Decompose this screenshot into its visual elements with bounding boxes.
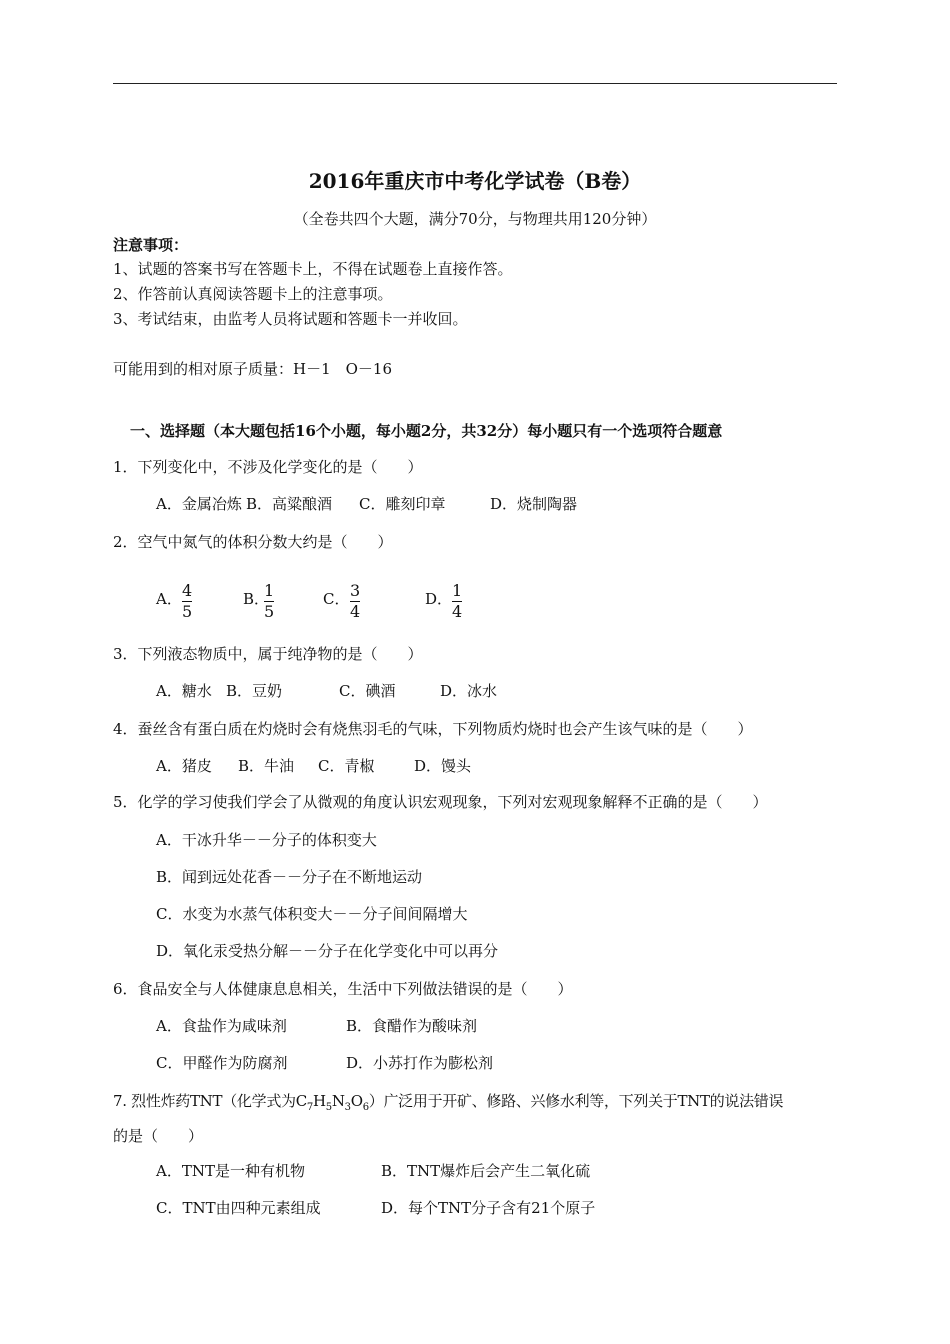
notice-item: 3、考试结束，由监考人员将试题和答题卡一并收回。	[113, 310, 468, 328]
q2-fraction-a: 4 5	[182, 581, 193, 621]
question-7-stem: 7. 烈性炸药TNT（化学式为$C_7H_5N_3O_6$）广泛用于开矿、修路、兴修水利等，下列关于TNT的说法错误	[113, 1092, 784, 1113]
q7-option-c: C．TNT由四种元素组成	[156, 1199, 321, 1217]
page-subtitle: （全卷共四个大题，满分70分，与物理共用120分钟）	[293, 210, 657, 228]
q5-option-c: C．水变为水蒸气体积变大－－分子间间隔增大	[156, 905, 468, 923]
question-7-stem-line2: 的是（ ）	[113, 1127, 204, 1145]
q5-option-a: A．干冰升华－－分子的体积变大	[156, 831, 377, 849]
q4-option-c: C．青椒	[318, 757, 375, 775]
notice-item: 2、作答前认真阅读答题卡上的注意事项。	[113, 285, 393, 303]
q2-option-a: A．	[156, 590, 182, 608]
header-rule	[113, 83, 837, 84]
question-4-stem: 4．蚕丝含有蛋白质在灼烧时会有烧焦羽毛的气味，下列物质灼烧时也会产生该气味的是（ ）	[113, 720, 753, 738]
q6-option-a: A．食盐作为咸味剂	[156, 1017, 287, 1035]
question-2-stem: 2．空气中氮气的体积分数大约是（ ）	[113, 533, 393, 551]
q1-option-c: C．雕刻印章	[359, 495, 446, 513]
section-heading: 一、选择题（本大题包括16个小题，每小题2分，共32分）每小题只有一个选项符合题意	[130, 422, 723, 440]
q3-option-b: B．豆奶	[226, 682, 283, 700]
q2-fraction-b: 1 5	[264, 581, 275, 621]
q2-option-b: B．	[243, 590, 270, 608]
q6-option-b: B．食醋作为酸味剂	[346, 1017, 478, 1035]
q6-option-c: C．甲醛作为防腐剂	[156, 1054, 288, 1072]
q1-option-b: B．高粱酿酒	[246, 495, 333, 513]
q6-option-d: D．小苏打作为膨松剂	[346, 1054, 494, 1072]
q2-fraction-c: 3 4	[350, 581, 361, 621]
q5-option-b: B．闻到远处花香－－分子在不断地运动	[156, 868, 423, 886]
notice-heading: 注意事项：	[113, 236, 189, 254]
atomic-mass-note: 可能用到的相对原子质量：H－1 O－16	[113, 360, 393, 378]
q3-option-c: C．碘酒	[339, 682, 396, 700]
q2-fraction-d: 1 4	[452, 581, 463, 621]
question-3-stem: 3．下列液态物质中，属于纯净物的是（ ）	[113, 645, 423, 663]
q4-option-b: B．牛油	[238, 757, 295, 775]
question-6-stem: 6．食品安全与人体健康息息相关，生活中下列做法错误的是（ ）	[113, 980, 573, 998]
q5-option-d: D．氧化汞受热分解－－分子在化学变化中可以再分	[156, 942, 499, 960]
q3-option-d: D．冰水	[440, 682, 498, 700]
q7-option-a: A．TNT是一种有机物	[156, 1162, 305, 1180]
question-1-stem: 1．下列变化中，不涉及化学变化的是（ ）	[113, 458, 423, 476]
page-title: 2016年重庆市中考化学试卷（B卷）	[308, 169, 642, 193]
q7-option-b: B．TNT爆炸后会产生二氧化硫	[381, 1162, 591, 1180]
q2-option-c: C．	[323, 590, 350, 608]
q4-option-d: D．馒头	[414, 757, 472, 775]
q1-option-a: A．金属冶炼	[156, 495, 242, 513]
q4-option-a: A．猪皮	[156, 757, 212, 775]
q7-option-d: D．每个TNT分子含有21个原子	[381, 1199, 596, 1217]
q2-option-d: D．	[425, 590, 453, 608]
q1-option-d: D．烧制陶器	[490, 495, 578, 513]
q3-option-a: A．糖水	[156, 682, 212, 700]
notice-item: 1、试题的答案书写在答题卡上，不得在试题卷上直接作答。	[113, 260, 513, 278]
question-5-stem: 5．化学的学习使我们学会了从微观的角度认识宏观现象，下列对宏观现象解释不正确的是（ ）	[113, 793, 768, 811]
